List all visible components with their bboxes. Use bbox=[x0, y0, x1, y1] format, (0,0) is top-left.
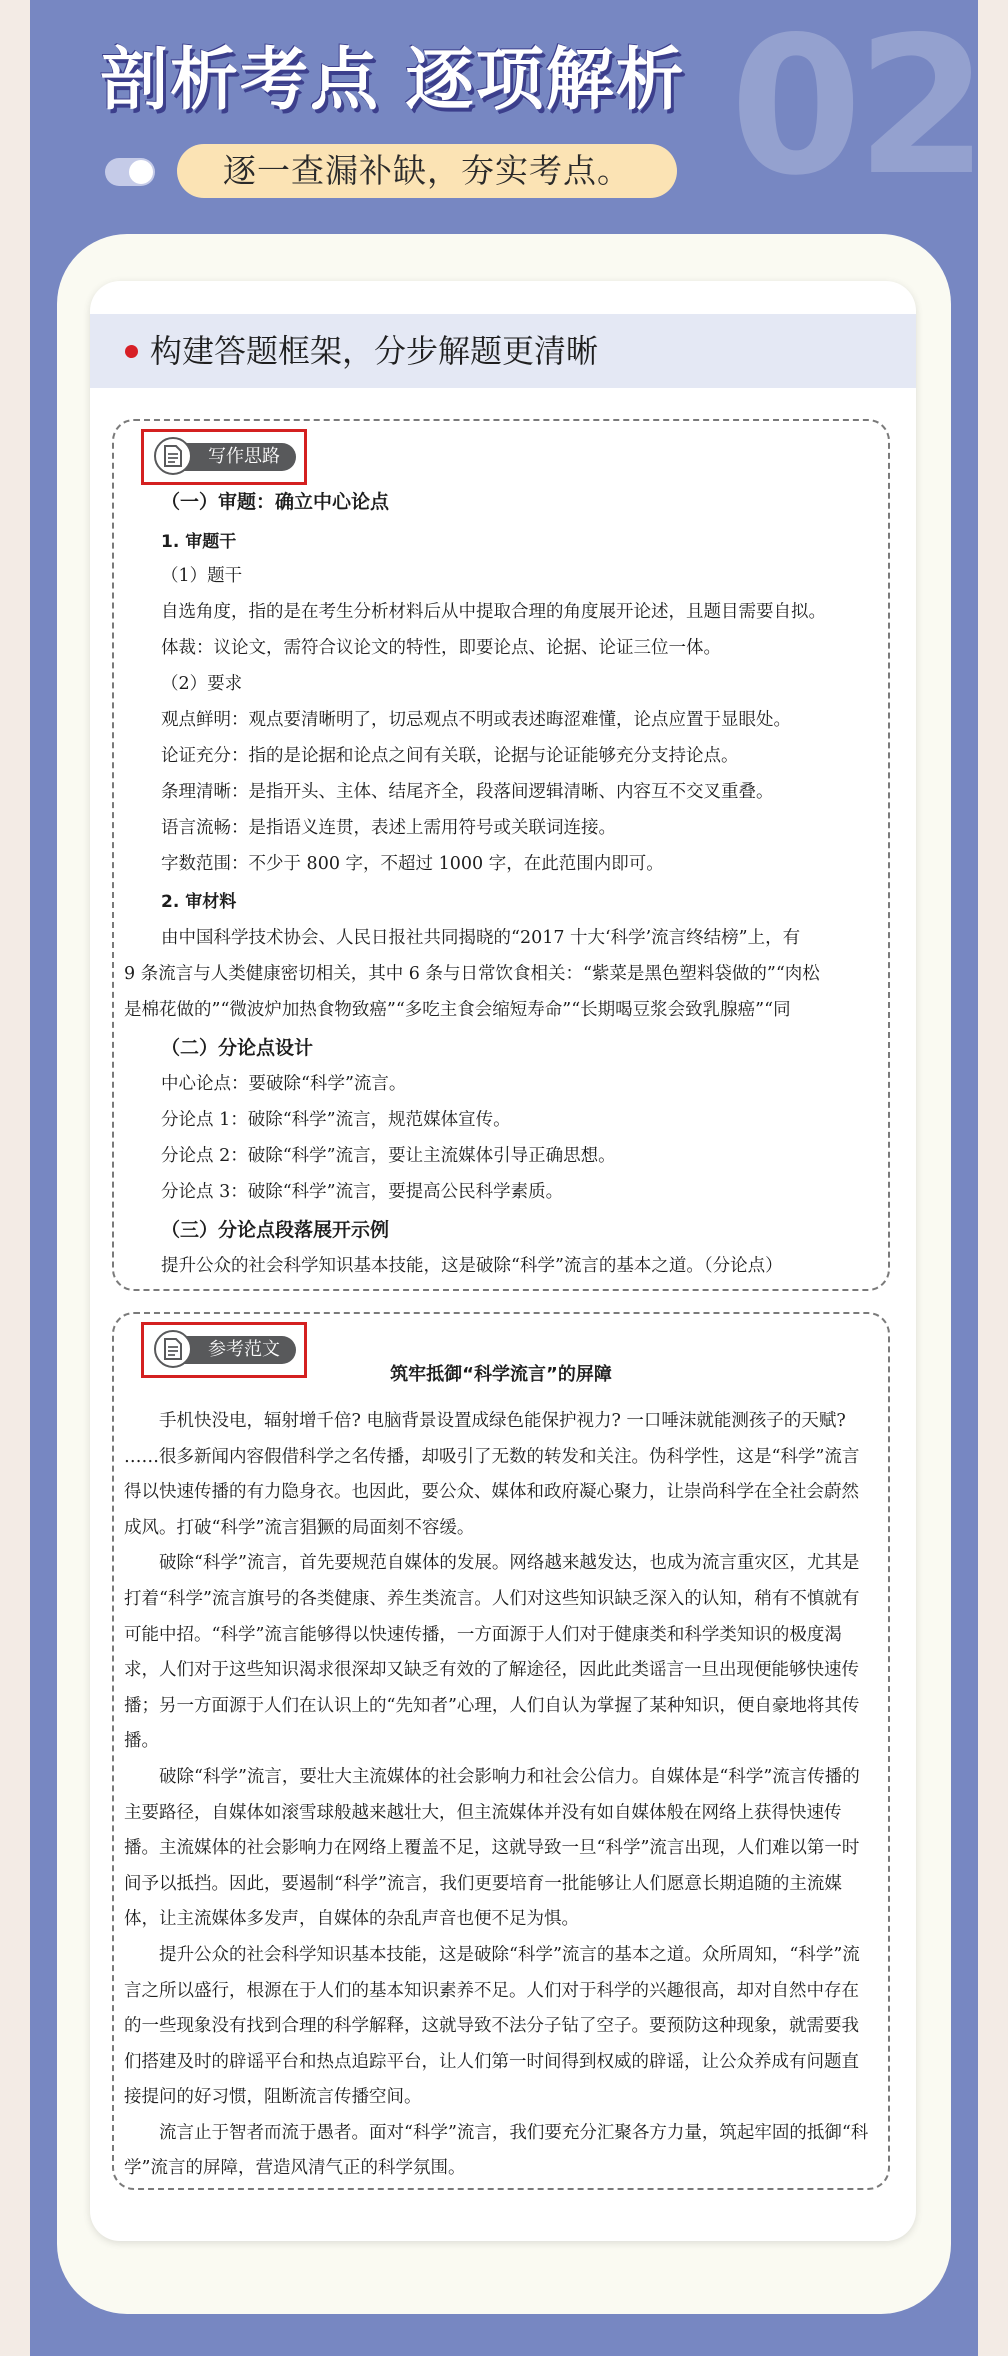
text-line: 分论点 2：破除“科学”流言，要让主流媒体引导正确思想。 bbox=[161, 1146, 616, 1166]
text-line: 是棉花做的”“微波炉加热食物致癌”“多吃主食会缩短寿命”“长期喝豆浆会致乳腺癌”“同 bbox=[124, 1000, 791, 1020]
subsection-title: 2. 审材料 bbox=[161, 892, 237, 912]
text-line: 自选角度，指的是在考生分析材料后从中提取合理的角度展开论述，且题目需要自拟。 bbox=[161, 602, 826, 622]
text-line: 9 条流言与人类健康密切相关，其中 6 条与日常饮食相关：“紫菜是黑色塑料袋做的”“肉松 bbox=[124, 964, 820, 984]
text-line: 体裁：议论文，需符合议论文的特性，即要论点、论据、论证三位一体。 bbox=[161, 638, 721, 658]
text-line: 字数范围：不少于 800 字，不超过 1000 字，在此范围内即可。 bbox=[161, 854, 664, 874]
essay-paragraph: 提升公众的社会科学知识基本技能，这是破除“科学”流言的基本之道。众所周知，“科学”流言之所以盛行，根源在于人们的基本知识素养不足。人们对于科学的兴趣很高，却对自然中存在的一些现象没有找到合理的科学解释，这就导致不法分子钻了空子。要预防这种现象，就需要我们搭建及时的辟谣平台和热点追踪平台，让人们第一时间得到权威的辟谣，让公众养成有问题直接提问的好习惯，阻断流言传播空间。 bbox=[124, 1944, 860, 2108]
page-title: 剖析考点 逐项解析 bbox=[100, 41, 686, 120]
document-icon bbox=[154, 437, 192, 475]
writing-content bbox=[124, 489, 868, 1279]
text-line: 条理清晰：是指开头、主体、结尾齐全，段落间逻辑清晰、内容互不交叉重叠。 bbox=[161, 782, 774, 802]
text-line: 由中国科学技术协会、人民日报社共同揭晓的“2017 十大‘科学’流言终结榜”上，有 bbox=[161, 928, 801, 948]
essay-label: 参考范文 bbox=[164, 1336, 296, 1364]
essay-paragraph: 流言止于智者而流于愚者。面对“科学”流言，我们要充分汇聚各方力量，筑起牢固的抵御“科学”流言的屏障，营造风清气正的科学氛围。 bbox=[124, 2122, 869, 2179]
text-line: （1）题干 bbox=[161, 566, 243, 586]
essay-paragraph: 破除“科学”流言，要壮大主流媒体的社会影响力和社会公信力。自媒体是“科学”流言传播的主要路径，自媒体如滚雪球般越来越壮大，但主流媒体并没有如自媒体般在网络上获得快速传播。主流媒体的社会影响力在网络上覆盖不足，这就导致一旦“科学”流言出现，人们难以第一时间予以抵挡。因此，要遏制“科学”流言，我们更要培育一批能够让人们愿意长期追随的主流媒体，让主流媒体多发声，自媒体的杂乱声音也便不足为惧。 bbox=[124, 1766, 860, 1930]
content-card bbox=[90, 281, 916, 2241]
toggle-decoration bbox=[105, 158, 155, 186]
section-heading: 构建答题框架，分步解题更清晰 bbox=[150, 332, 599, 370]
text-line: 观点鲜明：观点要清晰明了，切忌观点不明或表述晦涩难懂，论点应置于显眼处。 bbox=[161, 710, 791, 730]
section-number: 02 bbox=[730, 0, 983, 217]
essay-title: 筑牢抵御“科学流言”的屏障 bbox=[390, 1364, 612, 1385]
section-title: （二）分论点设计 bbox=[161, 1037, 314, 1059]
section-heading-bar bbox=[90, 314, 916, 388]
subsection-title: 1. 审题干 bbox=[161, 532, 237, 552]
text-line: 分论点 1：破除“科学”流言，规范媒体宣传。 bbox=[161, 1110, 511, 1130]
text-line: 中心论点：要破除“科学”流言。 bbox=[161, 1074, 407, 1094]
text-line: 语言流畅：是指语义连贯，表述上需用符号或关联词连接。 bbox=[161, 818, 616, 838]
section-title: （一）审题：确立中心论点 bbox=[161, 491, 390, 513]
essay-paragraph: 破除“科学”流言，首先要规范自媒体的发展。网络越来越发达，也成为流言重灾区，尤其是打着“科学”流言旗号的各类健康、养生类流言。人们对这些知识缺乏深入的认知，稍有不慎就有可能中招。“科学”流言能够得以快速传播，一方面源于人们对于健康类和科学类知识的极度渴求，人们对于这些知识渴求很深却又缺乏有效的了解途径，因此此类谣言一旦出现便能够快速传播；另一方面源于人们在认识上的“先知者”心理，人们自认为掌握了某种知识，便自豪地将其传播。 bbox=[124, 1553, 860, 1752]
bullet-dot bbox=[125, 345, 138, 358]
page-background bbox=[30, 0, 983, 2356]
text-line: 提升公众的社会科学知识基本技能，这是破除“科学”流言的基本之道。（分论点） bbox=[161, 1256, 783, 1276]
essay-paragraph: 手机快没电，辐射增千倍? 电脑背景设置成绿色能保护视力? 一口唾沫就能测孩子的天赋? ……很多新闻内容假借科学之名传播，却吸引了无数的转发和关注。伪科学性，这是“科学”流言得以快速传播的有力隐身衣。也因此，要公众、媒体和政府凝心聚力，让崇尚科学在全社会蔚然成风。打破“科学”流言猖獗的局面刻不容缓。 bbox=[124, 1411, 860, 1538]
text-line: 论证充分：指的是论据和论点之间有关联，论据与论证能够充分支持论点。 bbox=[161, 746, 739, 766]
model-essay-box bbox=[112, 1312, 890, 2190]
text-line: 分论点 3：破除“科学”流言，要提高公民科学素质。 bbox=[161, 1182, 564, 1202]
writing-approach-box bbox=[112, 419, 890, 1291]
text-line: （2）要求 bbox=[161, 674, 243, 694]
subtitle-pill: 逐一查漏补缺，夯实考点。 bbox=[177, 144, 677, 198]
writing-label-frame bbox=[141, 429, 307, 485]
section-title: （三）分论点段落展开示例 bbox=[161, 1219, 390, 1241]
essay-body bbox=[124, 1404, 874, 2187]
toggle-knob bbox=[129, 160, 153, 184]
content-panel bbox=[57, 234, 951, 2314]
writing-label: 写作思路 bbox=[164, 443, 296, 471]
